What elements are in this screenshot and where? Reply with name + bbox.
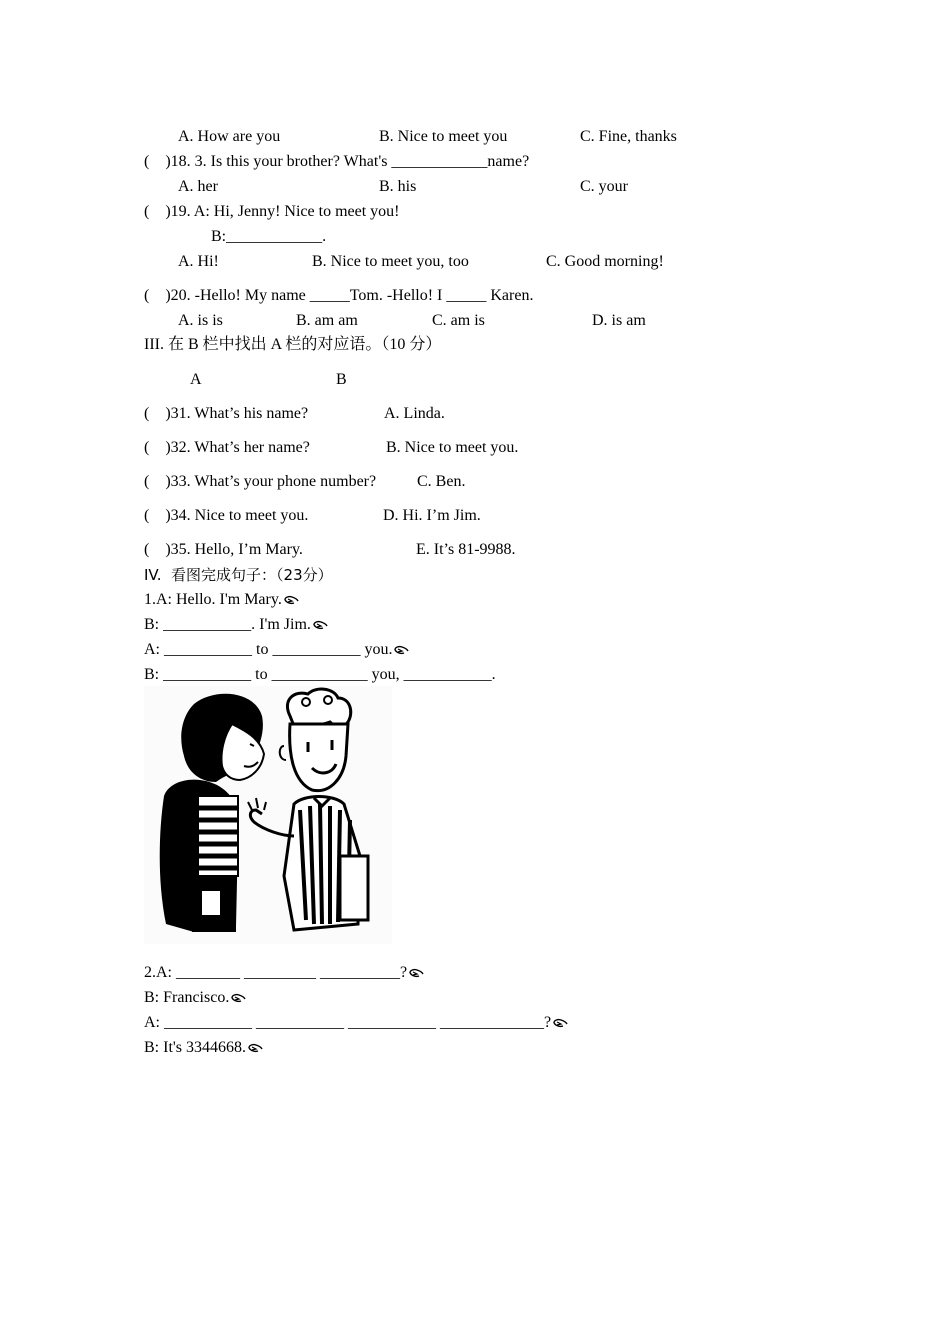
- q20-option-c: C. am is: [432, 312, 485, 329]
- dialogue1-line3: A: ___________ to ___________ you.: [144, 640, 409, 660]
- q19-option-c: C. Good morning!: [546, 253, 664, 270]
- return-mark-icon: [247, 1043, 263, 1053]
- q18-option-c: C. your: [580, 178, 628, 195]
- return-mark-icon: [230, 993, 246, 1003]
- match-question-31: ( )31. What’s his name?: [144, 405, 309, 422]
- section4-heading: IV. 看图完成句子：（23分）: [144, 566, 333, 584]
- match-answer-b: B. Nice to meet you.: [386, 439, 519, 456]
- dialogue2-line1: 2.A: ________ _________ __________?: [144, 963, 424, 983]
- match-answer-c: C. Ben.: [417, 473, 466, 490]
- q18-option-b: B. his: [379, 178, 417, 195]
- q18-stem: ( )18. 3. Is this your brother? What's ____________name?: [144, 153, 530, 170]
- dialogue1-line4: B: ___________ to ____________ you, ___________.: [144, 666, 496, 683]
- q19-b-line: B:____________.: [211, 228, 327, 245]
- q17-option-c: C. Fine, thanks: [580, 128, 677, 145]
- q19-option-a: A. Hi!: [178, 253, 219, 270]
- q18-option-a: A. her: [178, 178, 218, 195]
- dialogue2-line4: B: It's 3344668.: [144, 1038, 263, 1058]
- q17-option-a: A. How are you: [178, 128, 281, 145]
- match-answer-a: A. Linda.: [384, 405, 445, 422]
- return-mark-icon: [283, 595, 299, 605]
- q20-option-a: A. is is: [178, 312, 223, 329]
- match-question-35: ( )35. Hello, I’m Mary.: [144, 541, 303, 558]
- dialogue1-line2: B: ___________. I'm Jim.: [144, 615, 328, 635]
- return-mark-icon: [312, 620, 328, 630]
- q19-option-b: B. Nice to meet you, too: [312, 253, 469, 270]
- dialogue2-line2: B: Francisco.: [144, 988, 246, 1008]
- q20-option-b: B. am am: [296, 312, 358, 329]
- return-mark-icon: [408, 968, 424, 978]
- return-mark-icon: [552, 1018, 568, 1028]
- q19-stem: ( )19. A: Hi, Jenny! Nice to meet you!: [144, 203, 400, 220]
- section3-column-b-label: B: [336, 371, 347, 388]
- match-answer-e: E. It’s 81-9988.: [416, 541, 516, 558]
- match-question-34: ( )34. Nice to meet you.: [144, 507, 309, 524]
- dialogue2-line3: A: ___________ ___________ ___________ _____________?: [144, 1013, 568, 1033]
- section3-heading: III. 在 B 栏中找出 A 栏的对应语。（10 分）: [144, 336, 442, 353]
- return-mark-icon: [393, 645, 409, 655]
- match-question-32: ( )32. What’s her name?: [144, 439, 310, 456]
- q17-option-b: B. Nice to meet you: [379, 128, 508, 145]
- section3-column-a-label: A: [190, 371, 202, 388]
- girl-and-boy-greeting-illustration: [144, 686, 392, 944]
- match-question-33: ( )33. What’s your phone number?: [144, 473, 377, 490]
- match-answer-d: D. Hi. I’m Jim.: [383, 507, 481, 524]
- q20-option-d: D. is am: [592, 312, 646, 329]
- dialogue1-line1: 1.A: Hello. I'm Mary.: [144, 590, 299, 610]
- q20-stem: ( )20. -Hello! My name _____Tom. -Hello! I _____ Karen.: [144, 287, 534, 304]
